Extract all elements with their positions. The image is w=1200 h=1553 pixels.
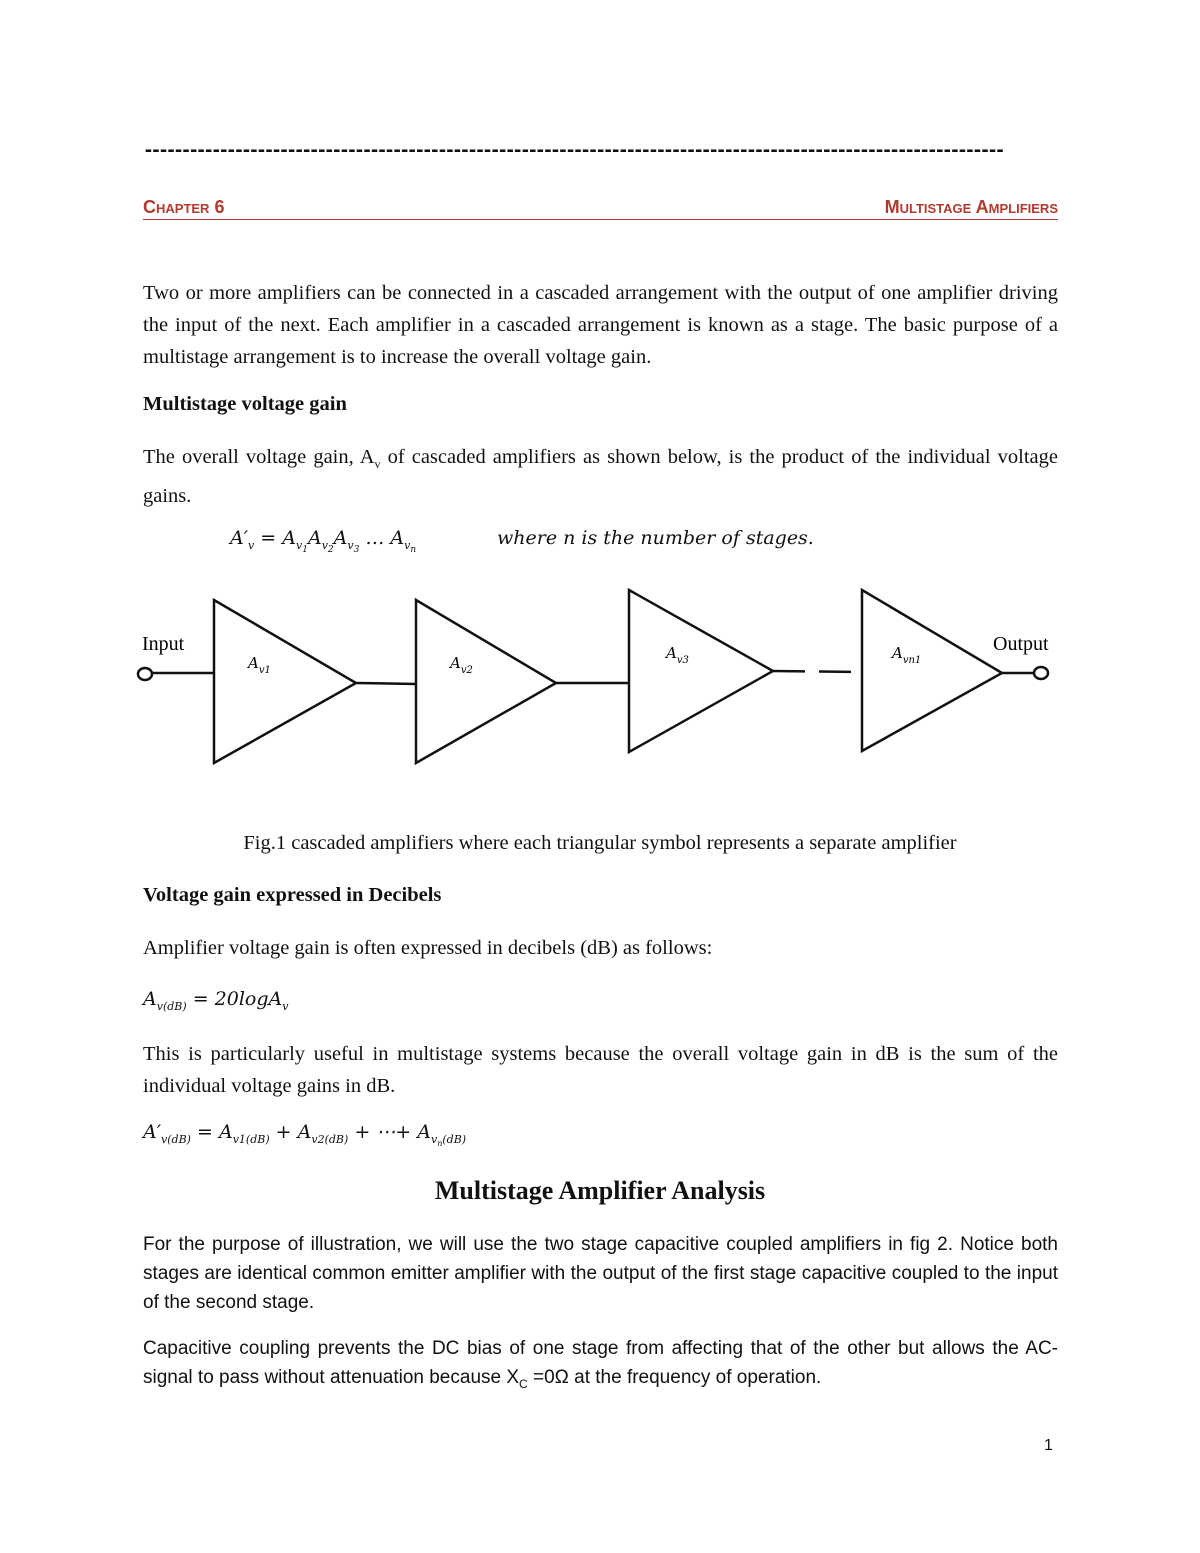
section-heading-multistage-gain: Multistage voltage gain [143, 393, 347, 415]
decibel-paragraph: This is particularly useful in multistage systems because the overall voltage gain in dB is the sum of the individual voltage gains in dB. [143, 1043, 1058, 1097]
output-terminal [1034, 667, 1048, 679]
figure-1-caption: Fig.1 cascaded amplifiers where each triangular symbol represents a separate amplifier [243, 832, 957, 854]
chapter-label: Chapter 6 [143, 197, 225, 217]
stage-subscript: vn1 [902, 655, 922, 666]
stage-subscript: v2 [460, 665, 473, 676]
intro-paragraph: Two or more amplifiers can be connected in a cascaded arrangement with the output of one amplifier driving the input of the next. Each amplifier in a cascaded arrangement is known as a stage. The basic purpose of a multistage arrangement is to increase the overall voltage gain. [143, 282, 1058, 368]
product-equation: $A'_v = A_{v_1}A_{v_2}A_{v_3}$ … $A_{v_n}$ [230, 527, 417, 555]
stage-n-label [890, 644, 921, 666]
header-rule: ------------------------------------------------------------------------------------------------------------------ [143, 140, 1003, 161]
stage-symbol: A [892, 644, 903, 662]
equation-note: where n is the number of stages. [497, 527, 814, 549]
amplifier-stage-2 [416, 600, 556, 763]
stage-symbol: A [248, 654, 259, 672]
analysis-paragraph-1: For the purpose of illustration, we will use the two stage capacitive coupled amplifiers in fig 2. Notice both stages are identical common emitter amplifier with the output of the first stage capacitive coupled to the input of the second stage. [143, 1234, 1058, 1313]
amplifier-stage-1 [214, 600, 356, 763]
text-run: Capacitive coupling prevents the DC bias of one stage from affecting that of the other but allows the AC-signal to pass without attenuation because X [143, 1338, 1058, 1388]
decibel-sum-equation: $A'_{v(dB)} = A_{v1(dB)} + A_{v2(dB)}$ + ⋯+ $A_{v_n(dB)}$ [143, 1121, 467, 1148]
text-run: The overall voltage gain, A [143, 446, 375, 468]
stage-symbol: A [450, 654, 461, 672]
dashed-wire [773, 671, 860, 672]
amplifier-stage-3 [629, 590, 773, 752]
text-run: =0Ω at the frequency of operation. [527, 1367, 822, 1388]
text-run: of cascaded amplifiers as shown below, is the product of the individual voltage gains. [143, 446, 1058, 508]
decibel-intro: Amplifier voltage gain is often expressed in decibels (dB) as follows: [143, 937, 713, 959]
section-heading-decibels: Voltage gain expressed in Decibels [143, 884, 442, 906]
stage-symbol: A [666, 644, 677, 662]
overall-gain-paragraph [143, 441, 1058, 512]
stage-1-label [246, 654, 271, 676]
cascaded-amplifier-diagram [130, 580, 1070, 780]
stage-subscript: v1 [258, 665, 271, 676]
stage-subscript: v3 [676, 655, 689, 666]
subscript: C [519, 1376, 528, 1391]
input-terminal [138, 668, 152, 680]
decibel-equation: $A_{v(dB)} = 20\log A_v$ [143, 988, 289, 1013]
analysis-paragraph-2 [143, 1334, 1058, 1399]
amplifier-stage-n [862, 590, 1002, 751]
chapter-header [143, 197, 1058, 220]
wire-1-2 [356, 683, 416, 684]
stage-2-label [448, 654, 473, 676]
page-number: 1 [1044, 1437, 1053, 1454]
chapter-title: Multistage Amplifiers [884, 197, 1058, 217]
stage-3-label [664, 644, 689, 666]
output-label: Output [993, 633, 1049, 655]
section-heading-analysis: Multistage Amplifier Analysis [434, 1176, 766, 1205]
input-label: Input [142, 633, 185, 655]
subscript: v [374, 457, 381, 472]
